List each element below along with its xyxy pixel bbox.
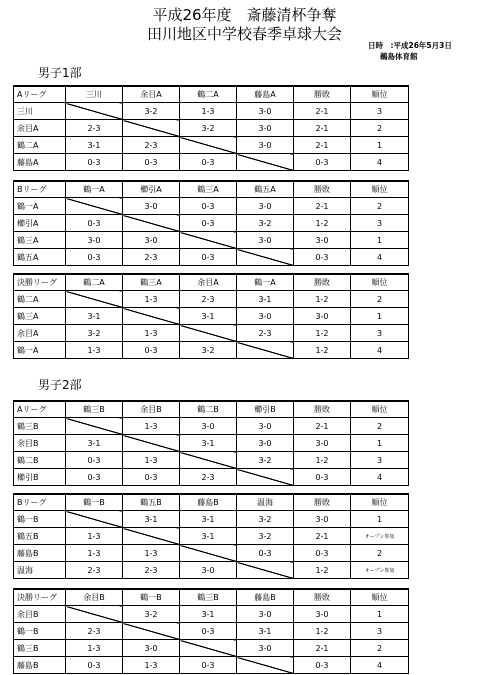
title-line-2: 田川地区中学校春季卓球大会 <box>146 25 342 43</box>
header-cell: Bリーグ <box>14 494 66 511</box>
header-cell: 鶴一B <box>66 494 123 511</box>
score-cell: 3-2 <box>123 103 180 120</box>
table-row <box>14 308 409 325</box>
score-cell: 0-3 <box>66 469 123 486</box>
self-match-cell <box>123 623 180 640</box>
score-cell: 3-0 <box>237 435 294 452</box>
table-row <box>14 469 409 486</box>
score-cell: 1-3 <box>66 545 123 562</box>
header-cell: 余目A <box>123 86 180 103</box>
header-cell: 鶴二B <box>180 401 237 418</box>
team-name-cell: 三川 <box>14 103 66 120</box>
self-match-cell <box>123 215 180 232</box>
score-cell: 4 <box>351 154 409 171</box>
self-match-cell <box>237 657 294 674</box>
score-cell: 3-0 <box>294 435 351 452</box>
team-name-cell: 余目A <box>14 325 66 342</box>
team-name-cell: 鶴三A <box>14 232 66 249</box>
score-cell: 2-3 <box>237 325 294 342</box>
header-cell: 勝敗 <box>294 589 351 606</box>
league-table <box>13 588 409 674</box>
header-cell: 鶴三B <box>180 589 237 606</box>
score-cell: 2-3 <box>66 120 123 137</box>
score-cell: 3-2 <box>237 511 294 528</box>
team-name-cell: 鶴五A <box>14 249 66 266</box>
score-cell: 3-1 <box>180 435 237 452</box>
league-table <box>13 400 409 486</box>
self-match-cell <box>237 154 294 171</box>
header-cell: 勝敗 <box>294 86 351 103</box>
team-name-cell: 温海 <box>14 562 66 579</box>
score-cell: 3-2 <box>66 325 123 342</box>
team-name-cell: 余目A <box>14 120 66 137</box>
score-cell: 3 <box>351 103 409 120</box>
score-cell: 3-0 <box>237 120 294 137</box>
score-cell: 4 <box>351 469 409 486</box>
score-cell: 1-3 <box>123 325 180 342</box>
header-cell: 鶴二A <box>66 274 123 291</box>
table-row <box>14 511 409 528</box>
score-cell: 3-0 <box>237 137 294 154</box>
table-row <box>14 418 409 435</box>
score-cell: 0-3 <box>294 154 351 171</box>
score-cell: 3-0 <box>294 308 351 325</box>
self-match-cell <box>66 291 123 308</box>
table-row <box>14 657 409 674</box>
score-cell: 1-2 <box>294 452 351 469</box>
score-cell: 1-3 <box>180 103 237 120</box>
score-cell: 2 <box>351 545 409 562</box>
score-cell: 1-3 <box>66 528 123 545</box>
score-cell: 2 <box>351 120 409 137</box>
score-cell: 1-2 <box>294 623 351 640</box>
self-match-cell <box>237 249 294 266</box>
header-cell: 鶴一A <box>66 181 123 198</box>
score-cell: 0-3 <box>123 342 180 359</box>
team-name-cell: 鶴一B <box>14 511 66 528</box>
score-cell: 2-1 <box>294 137 351 154</box>
score-cell: 3-1 <box>180 308 237 325</box>
score-cell: 1-3 <box>123 657 180 674</box>
self-match-cell <box>66 418 123 435</box>
header-cell: 勝敗 <box>294 494 351 511</box>
score-cell: 3-2 <box>180 342 237 359</box>
header-cell: 温海 <box>237 494 294 511</box>
score-cell: 2-1 <box>294 640 351 657</box>
score-cell: 0-3 <box>123 154 180 171</box>
table-row <box>14 452 409 469</box>
table-header-row <box>14 589 409 606</box>
score-cell: 3-0 <box>180 562 237 579</box>
table-row <box>14 528 409 545</box>
team-name-cell: 鶴五B <box>14 528 66 545</box>
score-cell: 3-0 <box>123 232 180 249</box>
header-cell: 順位 <box>351 181 409 198</box>
team-name-cell: 鶴三A <box>14 308 66 325</box>
score-cell: 3-2 <box>237 528 294 545</box>
section-title: 男子2部 <box>38 378 82 392</box>
team-name-cell: 鶴三B <box>14 640 66 657</box>
score-cell: 3-1 <box>123 511 180 528</box>
score-cell: 3-2 <box>237 215 294 232</box>
score-cell: 3-0 <box>123 198 180 215</box>
header-cell: 鶴二A <box>180 86 237 103</box>
table-header-row <box>14 274 409 291</box>
table-row <box>14 215 409 232</box>
header-cell: 順位 <box>351 86 409 103</box>
header-cell: 藤島A <box>237 86 294 103</box>
score-cell: 0-3 <box>66 154 123 171</box>
table-row <box>14 154 409 171</box>
score-cell: 0-3 <box>237 545 294 562</box>
score-cell: 4 <box>351 657 409 674</box>
table-header-row <box>14 401 409 418</box>
self-match-cell <box>237 469 294 486</box>
score-cell: 3-2 <box>180 120 237 137</box>
score-cell: 0-3 <box>294 545 351 562</box>
team-name-cell: 余目B <box>14 606 66 623</box>
score-cell: 3-1 <box>180 528 237 545</box>
score-cell: 3 <box>351 623 409 640</box>
score-cell: 3 <box>351 215 409 232</box>
score-cell: 1-2 <box>294 291 351 308</box>
table-row <box>14 103 409 120</box>
score-cell: 1-3 <box>123 545 180 562</box>
self-match-cell <box>180 640 237 657</box>
score-cell: 4 <box>351 342 409 359</box>
table-row <box>14 137 409 154</box>
league-table <box>13 493 409 579</box>
score-cell: 2-1 <box>294 528 351 545</box>
table-row <box>14 562 409 579</box>
header-cell: 余目B <box>123 401 180 418</box>
score-cell: 3-0 <box>237 103 294 120</box>
header-cell: 鶴三A <box>180 181 237 198</box>
self-match-cell <box>66 511 123 528</box>
score-cell: 3-0 <box>237 308 294 325</box>
score-cell: 0-3 <box>294 249 351 266</box>
score-cell: 1 <box>351 606 409 623</box>
score-cell: 0-3 <box>180 215 237 232</box>
table-row <box>14 120 409 137</box>
team-name-cell: 鶴二A <box>14 291 66 308</box>
score-cell: 2-1 <box>294 103 351 120</box>
table-row <box>14 198 409 215</box>
score-cell: 3-1 <box>66 308 123 325</box>
header-cell: 鶴三B <box>66 401 123 418</box>
score-cell: 3-1 <box>180 606 237 623</box>
score-cell: オープン参加 <box>351 562 409 579</box>
score-cell: 3-0 <box>237 640 294 657</box>
score-cell: 3-0 <box>123 640 180 657</box>
self-match-cell <box>180 137 237 154</box>
team-name-cell: 鶴一B <box>14 623 66 640</box>
table-row <box>14 606 409 623</box>
score-cell: 1 <box>351 137 409 154</box>
table-row <box>14 249 409 266</box>
team-name-cell: 藤島A <box>14 154 66 171</box>
score-cell: 1-3 <box>123 452 180 469</box>
score-cell: 0-3 <box>180 623 237 640</box>
self-match-cell <box>123 120 180 137</box>
team-name-cell: 藤島B <box>14 545 66 562</box>
score-cell: 0-3 <box>180 249 237 266</box>
title-line-1: 平成26年度 斎藤清杯争奪 <box>152 6 337 24</box>
score-cell: 0-3 <box>66 657 123 674</box>
score-cell: 2-1 <box>294 120 351 137</box>
section-title: 男子1部 <box>38 66 82 80</box>
score-cell: 2-3 <box>180 291 237 308</box>
score-cell: 2 <box>351 198 409 215</box>
header-cell: 櫛引B <box>237 401 294 418</box>
score-cell: 1 <box>351 511 409 528</box>
self-match-cell <box>123 528 180 545</box>
score-cell: 3 <box>351 325 409 342</box>
score-cell: 3-1 <box>66 435 123 452</box>
score-cell: 2-1 <box>294 198 351 215</box>
score-cell: 3 <box>351 452 409 469</box>
score-cell: 0-3 <box>294 469 351 486</box>
score-cell: 0-3 <box>66 215 123 232</box>
league-table <box>13 273 409 359</box>
score-cell: 4 <box>351 249 409 266</box>
score-cell: 2 <box>351 291 409 308</box>
header-cell: 鶴一A <box>237 274 294 291</box>
header-cell: 鶴五A <box>237 181 294 198</box>
self-match-cell <box>66 606 123 623</box>
header-cell: 勝敗 <box>294 401 351 418</box>
score-cell: 0-3 <box>66 249 123 266</box>
header-cell: 順位 <box>351 274 409 291</box>
team-name-cell: 余目B <box>14 435 66 452</box>
header-cell: 決勝リーグ <box>14 274 66 291</box>
header-cell: 三川 <box>66 86 123 103</box>
header-cell: 鶴三A <box>123 274 180 291</box>
self-match-cell <box>123 308 180 325</box>
score-cell: 3-2 <box>237 452 294 469</box>
table-row <box>14 342 409 359</box>
table-row <box>14 325 409 342</box>
team-name-cell: 鶴二A <box>14 137 66 154</box>
score-cell: 3-1 <box>237 623 294 640</box>
score-cell: 3-0 <box>180 418 237 435</box>
score-cell: 2-3 <box>123 562 180 579</box>
score-cell: 2-3 <box>66 562 123 579</box>
table-header-row <box>14 181 409 198</box>
table-row <box>14 435 409 452</box>
header-cell: 藤島B <box>237 589 294 606</box>
team-name-cell: 藤島B <box>14 657 66 674</box>
team-name-cell: 鶴三B <box>14 418 66 435</box>
score-cell: 2 <box>351 640 409 657</box>
header-cell: 決勝リーグ <box>14 589 66 606</box>
score-cell: 3-1 <box>66 137 123 154</box>
header-cell: 順位 <box>351 401 409 418</box>
table-header-row <box>14 494 409 511</box>
header-cell: 余目B <box>66 589 123 606</box>
score-cell: 0-3 <box>123 469 180 486</box>
header-cell: Bリーグ <box>14 181 66 198</box>
header-cell: 櫛引A <box>123 181 180 198</box>
self-match-cell <box>180 325 237 342</box>
score-cell: 2-3 <box>180 469 237 486</box>
score-cell: 3-0 <box>294 232 351 249</box>
score-cell: 2-3 <box>123 249 180 266</box>
header-cell: 順位 <box>351 589 409 606</box>
score-cell: 1-2 <box>294 215 351 232</box>
self-match-cell <box>66 103 123 120</box>
score-cell: 3-0 <box>294 511 351 528</box>
score-cell: 1-3 <box>123 291 180 308</box>
self-match-cell <box>237 562 294 579</box>
self-match-cell <box>180 452 237 469</box>
score-cell: 0-3 <box>66 452 123 469</box>
score-cell: 2-3 <box>123 137 180 154</box>
team-name-cell: 鶴一A <box>14 342 66 359</box>
score-cell: 2-3 <box>66 623 123 640</box>
score-cell: 1-3 <box>66 342 123 359</box>
header-cell: 藤島B <box>180 494 237 511</box>
self-match-cell <box>123 435 180 452</box>
score-cell: 3-0 <box>237 418 294 435</box>
date-line: 日時 :平成26年5月3日 <box>368 41 452 50</box>
score-cell: 1-2 <box>294 325 351 342</box>
score-cell: 1 <box>351 435 409 452</box>
team-name-cell: 櫛引A <box>14 215 66 232</box>
score-cell: 3-0 <box>237 232 294 249</box>
table-row <box>14 623 409 640</box>
score-cell: 2-1 <box>294 418 351 435</box>
team-name-cell: 鶴一A <box>14 198 66 215</box>
header-cell: 鶴五B <box>123 494 180 511</box>
score-cell: 3-0 <box>237 198 294 215</box>
self-match-cell <box>180 232 237 249</box>
venue-line: 鵜島体育館 <box>380 52 418 61</box>
table-row <box>14 232 409 249</box>
header-cell: 勝敗 <box>294 274 351 291</box>
score-cell: 0-3 <box>180 198 237 215</box>
league-table <box>13 85 409 171</box>
header-cell: Aリーグ <box>14 86 66 103</box>
header-cell: 余目A <box>180 274 237 291</box>
header-cell: Aリーグ <box>14 401 66 418</box>
score-cell: 1-3 <box>66 640 123 657</box>
score-cell: 1 <box>351 308 409 325</box>
table-row <box>14 545 409 562</box>
self-match-cell <box>237 342 294 359</box>
score-cell: 3-0 <box>294 606 351 623</box>
self-match-cell <box>66 198 123 215</box>
score-cell: 1-2 <box>294 562 351 579</box>
score-cell: 1-2 <box>294 342 351 359</box>
score-cell: 0-3 <box>294 657 351 674</box>
score-cell: 2 <box>351 418 409 435</box>
table-row <box>14 291 409 308</box>
team-name-cell: 櫛引B <box>14 469 66 486</box>
self-match-cell <box>180 545 237 562</box>
table-header-row <box>14 86 409 103</box>
score-cell: 3-1 <box>180 511 237 528</box>
league-table <box>13 180 409 266</box>
score-cell: 1 <box>351 232 409 249</box>
header-cell: 勝敗 <box>294 181 351 198</box>
score-cell: 3-2 <box>123 606 180 623</box>
header-cell: 順位 <box>351 494 409 511</box>
header-cell: 鶴一B <box>123 589 180 606</box>
score-cell: オープン参加 <box>351 528 409 545</box>
table-row <box>14 640 409 657</box>
score-cell: 3-0 <box>66 232 123 249</box>
team-name-cell: 鶴二B <box>14 452 66 469</box>
score-cell: 1-3 <box>123 418 180 435</box>
score-cell: 0-3 <box>180 154 237 171</box>
score-cell: 0-3 <box>180 657 237 674</box>
score-cell: 3-0 <box>237 606 294 623</box>
score-cell: 3-1 <box>237 291 294 308</box>
